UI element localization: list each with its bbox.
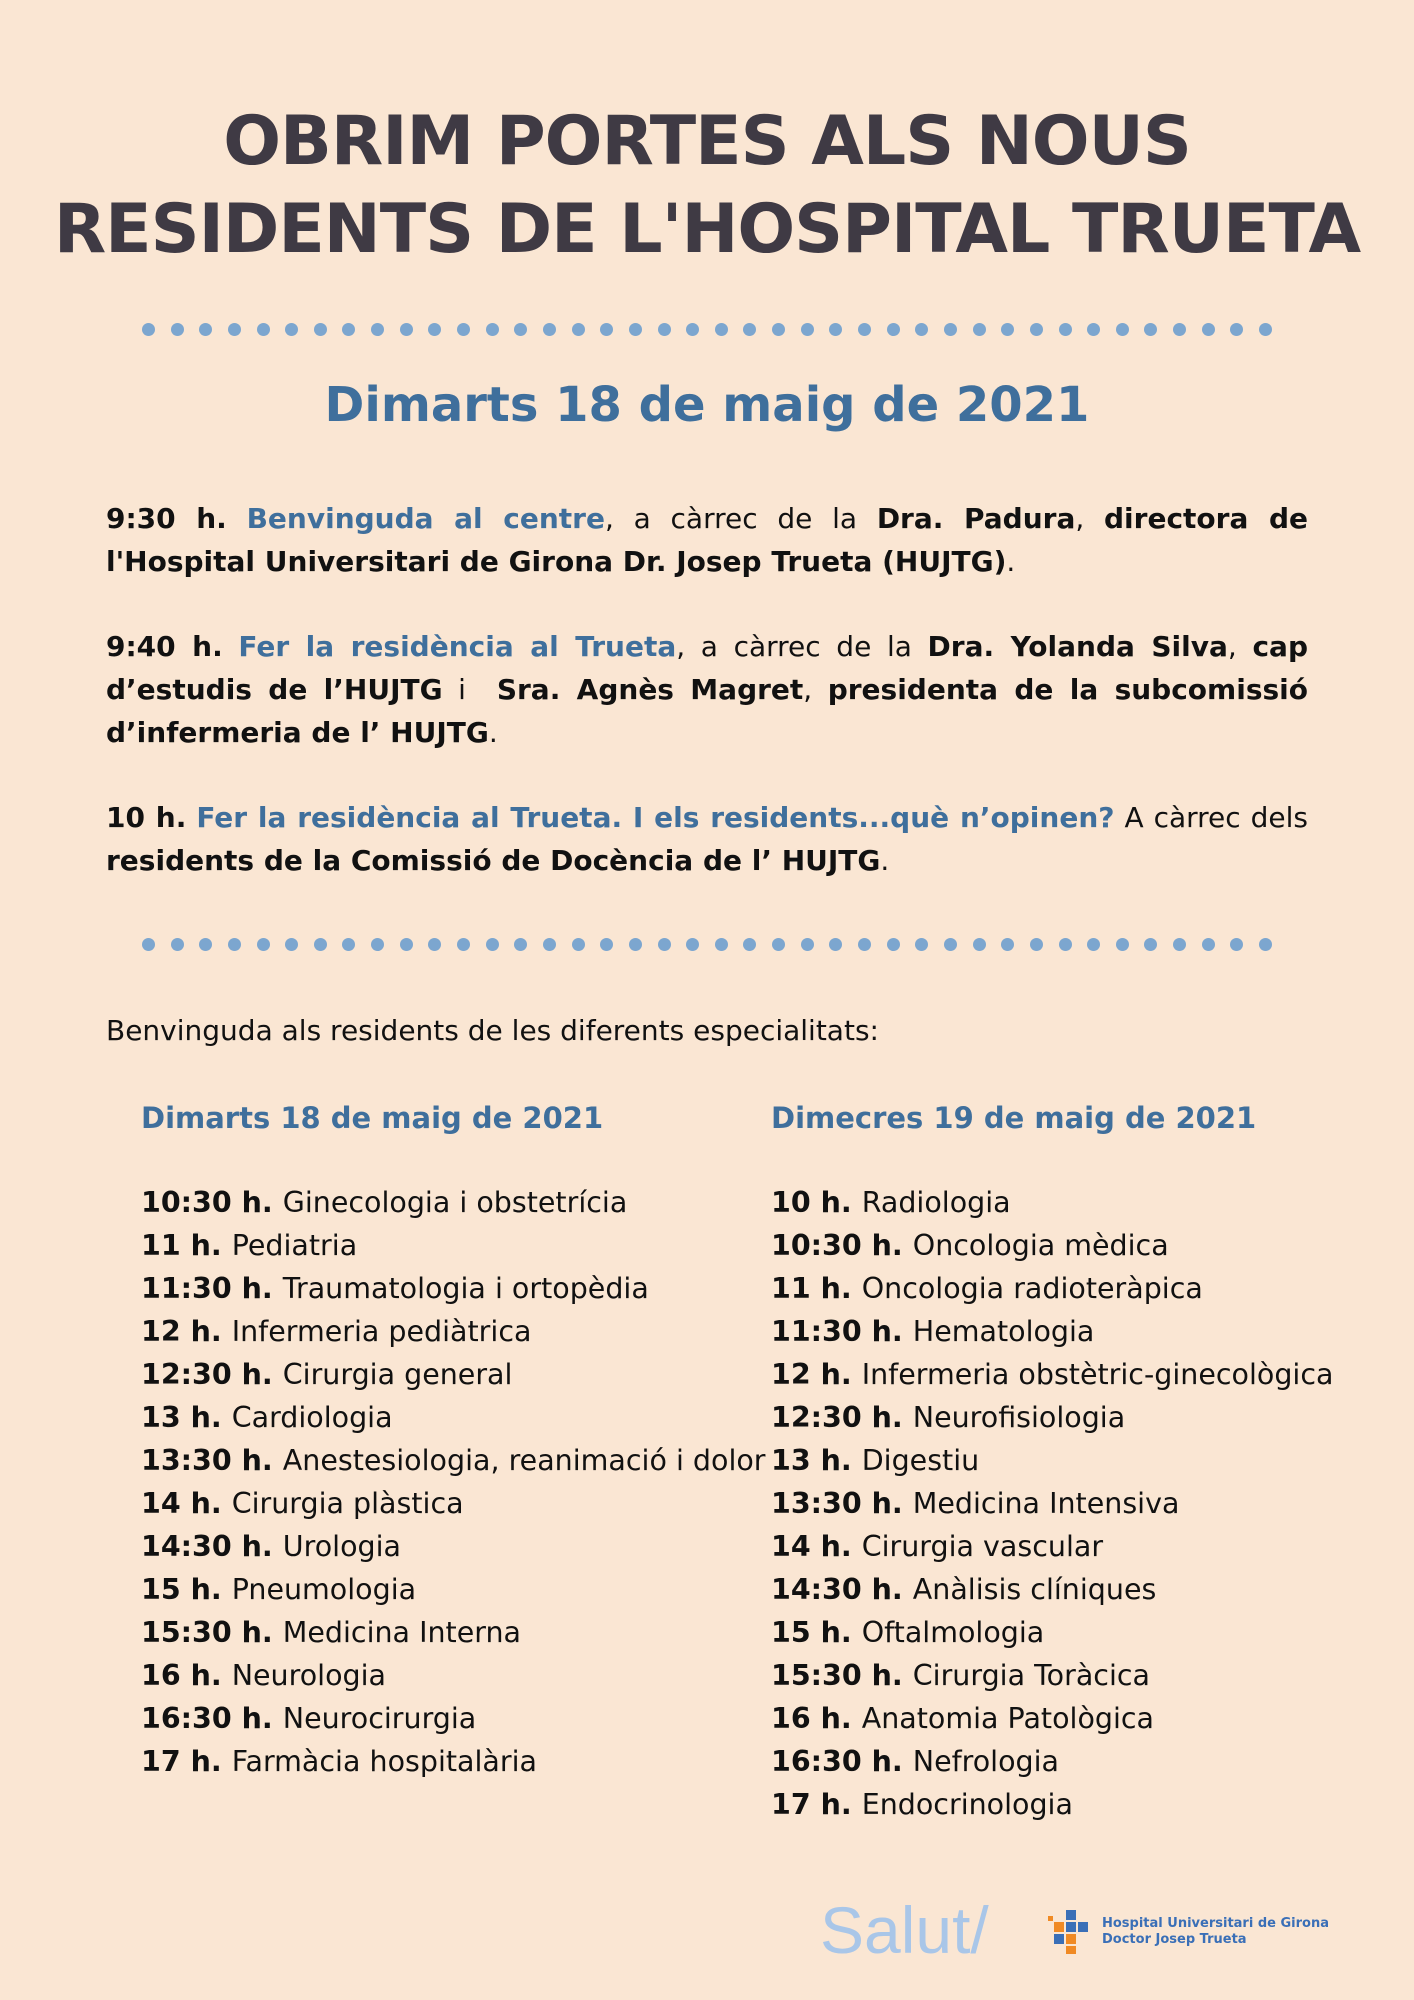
salut-logo: Salut/ — [820, 1893, 989, 1967]
schedule-time: 11 h. — [771, 1272, 852, 1305]
divider-dot — [743, 938, 756, 951]
schedule-item — [771, 1568, 1333, 1611]
schedule-list — [771, 1181, 1333, 1826]
speaker-role: directora de l'Hospital Universitari de Girona Dr. Josep Trueta (HUJTG) — [106, 502, 1308, 578]
divider-dot — [658, 938, 671, 951]
divider-dot — [486, 323, 499, 336]
specialty-name: Nefrologia — [912, 1745, 1060, 1778]
dotted-divider-top — [142, 320, 1272, 338]
schedule-time: 12 h. — [771, 1358, 852, 1391]
schedule-time: 14:30 h. — [141, 1530, 273, 1563]
program-item-residents-opinion: 10 h. Fer la residència al Trueta. I els residents...què n’opinen? A càrrec dels residents de la Comissió de Docència de l’ HUJTG. — [106, 801, 1309, 877]
specialty-name: Cardiologia — [231, 1401, 393, 1434]
divider-dot — [142, 938, 155, 951]
divider-dot — [572, 938, 585, 951]
hospital-name-line-1: Hospital Universitari de Girona — [1102, 1916, 1329, 1931]
divider-dot — [1030, 323, 1043, 336]
specialty-name: Cirurgia vascular — [861, 1530, 1104, 1563]
program-topic: Fer la residència al Trueta — [238, 630, 677, 663]
divider-dot — [715, 938, 728, 951]
schedule-time: 15:30 h. — [771, 1659, 903, 1692]
specialty-name: Neurologia — [231, 1659, 386, 1692]
specialty-name: Anatomia Patològica — [861, 1702, 1155, 1735]
divider-dot — [371, 323, 384, 336]
divider-dot — [171, 938, 184, 951]
divider-dot — [1087, 323, 1100, 336]
speaker-group: residents de la Comissió de Docència de l’ HUJTG — [106, 844, 881, 877]
column-date: Dimarts 18 de maig de 2021 — [141, 1101, 604, 1135]
divider-dot — [342, 323, 355, 336]
divider-dot — [1116, 323, 1129, 336]
divider-dot — [858, 323, 871, 336]
divider-dot — [543, 938, 556, 951]
divider-dot — [887, 938, 900, 951]
divider-dot — [1202, 938, 1215, 951]
speaker-role: cap d’estudis de l’HUJTG — [106, 630, 1308, 706]
dotted-divider-bottom — [142, 935, 1272, 953]
divider-dot — [1230, 938, 1243, 951]
schedule-time: 13 h. — [141, 1401, 222, 1434]
divider-dot — [1116, 938, 1129, 951]
program-topic: Fer la residència al Trueta. I els residents...què n’opinen? — [196, 801, 1115, 834]
specialty-name: Cirurgia Toràcica — [912, 1659, 1151, 1692]
schedule-time: 16:30 h. — [141, 1702, 273, 1735]
schedule-item — [771, 1267, 1333, 1310]
divider-dot — [973, 323, 986, 336]
divider-dot — [600, 323, 613, 336]
specialty-name: Pediatria — [231, 1229, 358, 1262]
divider-dot — [944, 938, 957, 951]
hospital-name-line-2: Doctor Josep Trueta — [1102, 1932, 1247, 1947]
specialty-name: Oncologia mèdica — [912, 1229, 1169, 1262]
divider-dot — [715, 323, 728, 336]
divider-dot — [572, 323, 585, 336]
divider-dot — [1230, 323, 1243, 336]
schedule-time: 12:30 h. — [771, 1401, 903, 1434]
specialty-name: Infermeria obstètric-ginecològica — [861, 1358, 1334, 1391]
divider-dot — [915, 323, 928, 336]
divider-dot — [1173, 323, 1186, 336]
schedule-item — [141, 1525, 766, 1568]
divider-dot — [171, 323, 184, 336]
specialty-name: Anestesiologia, reanimació i dolor — [282, 1444, 766, 1477]
divider-dot — [686, 938, 699, 951]
specialty-name: Ginecologia i obstetrícia — [282, 1186, 628, 1219]
specialty-name: Neurocirurgia — [282, 1702, 477, 1735]
title-line-2: RESIDENTS DE L'HOSPITAL TRUETA — [53, 190, 1361, 269]
column-date: Dimecres 19 de maig de 2021 — [771, 1101, 1257, 1135]
divider-dot — [629, 938, 642, 951]
schedule-item — [771, 1224, 1333, 1267]
schedule-item — [141, 1482, 766, 1525]
specialties-intro: Benvinguda als residents de les diferents especialitats: — [106, 1014, 879, 1047]
schedule-time: 17 h. — [771, 1788, 852, 1821]
schedule-time: 12:30 h. — [141, 1358, 273, 1391]
schedule-time: 16 h. — [771, 1702, 852, 1735]
divider-dot — [772, 938, 785, 951]
divider-dot — [257, 323, 270, 336]
speaker-role-2: presidenta de la subcomissió d’infermeria de l’ HUJTG — [106, 673, 1308, 749]
schedule-item — [141, 1267, 766, 1310]
schedule-time: 13 h. — [771, 1444, 852, 1477]
specialty-name: Oncologia radioteràpica — [861, 1272, 1203, 1305]
divider-dot — [228, 938, 241, 951]
divider-dot — [1259, 323, 1272, 336]
divider-dot — [199, 323, 212, 336]
divider-dot — [285, 323, 298, 336]
divider-dot — [400, 938, 413, 951]
program-time: 9:40 h. — [106, 630, 223, 663]
divider-dot — [314, 938, 327, 951]
divider-dot — [428, 938, 441, 951]
schedule-list — [141, 1181, 766, 1783]
schedule-time: 10:30 h. — [771, 1229, 903, 1262]
divider-dot — [257, 938, 270, 951]
schedule-item — [141, 1697, 766, 1740]
schedule-time: 11:30 h. — [141, 1272, 273, 1305]
poster-title — [0, 98, 1414, 274]
divider-dot — [1001, 938, 1014, 951]
title-line-1: OBRIM PORTES ALS NOUS — [223, 102, 1191, 181]
schedule-item — [141, 1310, 766, 1353]
schedule-item — [141, 1654, 766, 1697]
schedule-time: 14:30 h. — [771, 1573, 903, 1606]
event-date-heading: Dimarts 18 de maig de 2021 — [324, 377, 1090, 433]
schedule-time: 16:30 h. — [771, 1745, 903, 1778]
schedule-item — [771, 1353, 1333, 1396]
divider-dot — [829, 938, 842, 951]
divider-dot — [371, 938, 384, 951]
schedule-item — [141, 1611, 766, 1654]
schedule-item — [771, 1697, 1333, 1740]
program-time: 9:30 h. — [106, 502, 227, 535]
schedule-item — [141, 1396, 766, 1439]
divider-dot — [514, 938, 527, 951]
schedule-time: 12 h. — [141, 1315, 222, 1348]
divider-dot — [600, 938, 613, 951]
specialty-name: Traumatologia i ortopèdia — [282, 1272, 649, 1305]
divider-dot — [772, 323, 785, 336]
schedule-column-tuesday — [141, 1096, 766, 1783]
divider-dot — [400, 323, 413, 336]
schedule-time: 11 h. — [141, 1229, 222, 1262]
divider-dot — [801, 938, 814, 951]
divider-dot — [457, 938, 470, 951]
divider-dot — [285, 938, 298, 951]
divider-dot — [1173, 938, 1186, 951]
schedule-item — [771, 1181, 1333, 1224]
specialty-name: Radiologia — [861, 1186, 1011, 1219]
divider-dot — [1059, 323, 1072, 336]
divider-dot — [973, 938, 986, 951]
schedule-item — [771, 1783, 1333, 1826]
schedule-time: 13:30 h. — [141, 1444, 273, 1477]
schedule-item — [141, 1439, 766, 1482]
divider-dot — [1087, 938, 1100, 951]
schedule-time: 16 h. — [141, 1659, 222, 1692]
divider-dot — [915, 938, 928, 951]
hospital-cross-icon — [1048, 1908, 1096, 1956]
specialty-name: Digestiu — [861, 1444, 980, 1477]
schedule-item — [771, 1396, 1333, 1439]
divider-dot — [228, 323, 241, 336]
divider-dot — [486, 938, 499, 951]
divider-dot — [342, 938, 355, 951]
schedule-item — [141, 1740, 766, 1783]
divider-dot — [743, 323, 756, 336]
specialty-name: Medicina Interna — [282, 1616, 521, 1649]
schedule-column-wednesday — [771, 1096, 1333, 1826]
schedule-time: 14 h. — [141, 1487, 222, 1520]
schedule-time: 10 h. — [771, 1186, 852, 1219]
specialty-name: Pneumologia — [231, 1573, 417, 1606]
specialty-name: Cirurgia general — [282, 1358, 513, 1391]
divider-dot — [829, 323, 842, 336]
schedule-item — [771, 1611, 1333, 1654]
specialty-name: Endocrinologia — [861, 1788, 1073, 1821]
specialty-name: Anàlisis clíniques — [912, 1573, 1157, 1606]
schedule-time: 15 h. — [141, 1573, 222, 1606]
schedule-item — [771, 1740, 1333, 1783]
divider-dot — [428, 323, 441, 336]
schedule-time: 15:30 h. — [141, 1616, 273, 1649]
schedule-time: 11:30 h. — [771, 1315, 903, 1348]
schedule-time: 10:30 h. — [141, 1186, 273, 1219]
schedule-item — [141, 1568, 766, 1611]
divider-dot — [686, 323, 699, 336]
divider-dot — [629, 323, 642, 336]
specialty-name: Neurofisiologia — [912, 1401, 1126, 1434]
divider-dot — [142, 323, 155, 336]
speaker-name-2: Sra. Agnès Magret — [496, 673, 804, 706]
schedule-item — [771, 1310, 1333, 1353]
speaker-name: Dra. Yolanda Silva — [927, 630, 1228, 663]
divider-dot — [314, 323, 327, 336]
divider-dot — [944, 323, 957, 336]
divider-dot — [1144, 323, 1157, 336]
specialty-name: Hematologia — [912, 1315, 1095, 1348]
divider-dot — [457, 323, 470, 336]
schedule-item — [141, 1224, 766, 1267]
divider-dot — [1259, 938, 1272, 951]
schedule-item — [141, 1353, 766, 1396]
divider-dot — [858, 938, 871, 951]
divider-dot — [1202, 323, 1215, 336]
schedule-item — [771, 1654, 1333, 1697]
program-topic: Benvinguda al centre — [246, 502, 605, 535]
schedule-item — [771, 1482, 1333, 1525]
divider-dot — [1144, 938, 1157, 951]
divider-dot — [887, 323, 900, 336]
specialty-name: Cirurgia plàstica — [231, 1487, 464, 1520]
specialty-name: Urologia — [282, 1530, 401, 1563]
divider-dot — [801, 323, 814, 336]
specialty-name: Farmàcia hospitalària — [231, 1745, 537, 1778]
schedule-item — [771, 1525, 1333, 1568]
specialty-name: Medicina Intensiva — [912, 1487, 1180, 1520]
program-item-welcome: 9:30 h. Benvinguda al centre, a càrrec de la Dra. Padura, directora de l'Hospital Universitari de Girona Dr. Josep Trueta (HUJTG). — [106, 502, 1308, 578]
specialty-name: Oftalmologia — [861, 1616, 1045, 1649]
divider-dot — [1001, 323, 1014, 336]
divider-dot — [658, 323, 671, 336]
hospital-logo — [1048, 1908, 1329, 1956]
specialty-name: Infermeria pediàtrica — [231, 1315, 532, 1348]
program-time: 10 h. — [106, 801, 187, 834]
divider-dot — [199, 938, 212, 951]
schedule-time: 14 h. — [771, 1530, 852, 1563]
speaker-name: Dra. Padura — [876, 502, 1076, 535]
schedule-item — [141, 1181, 766, 1224]
program-item-residency: 9:40 h. Fer la residència al Trueta, a càrrec de la Dra. Yolanda Silva, cap d’estudis de l’HUJTG i Sra. Agnès Magret, presidenta de la subcomissió d’infermeria de l’ HUJTG. — [106, 630, 1308, 749]
divider-dot — [514, 323, 527, 336]
divider-dot — [543, 323, 556, 336]
schedule-item — [771, 1439, 1333, 1482]
divider-dot — [1059, 938, 1072, 951]
schedule-time: 15 h. — [771, 1616, 852, 1649]
schedule-time: 17 h. — [141, 1745, 222, 1778]
divider-dot — [1030, 938, 1043, 951]
schedule-time: 13:30 h. — [771, 1487, 903, 1520]
